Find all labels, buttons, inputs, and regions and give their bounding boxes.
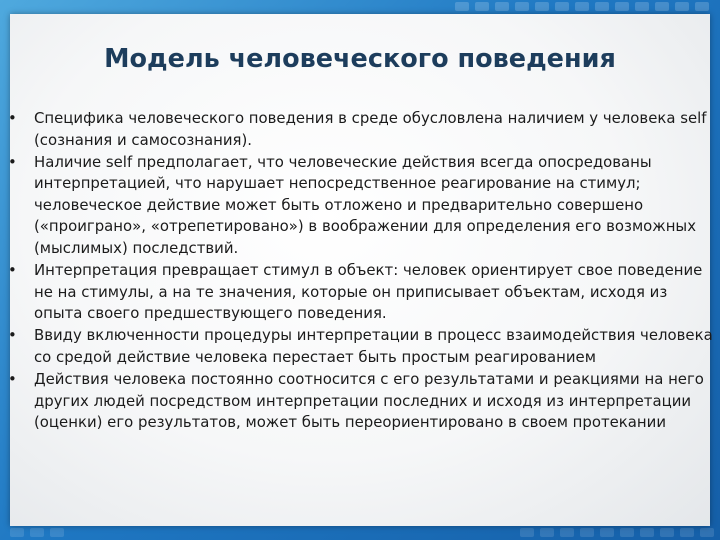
bullet-text: Ввиду включенности процедуры интерпретации в процесс взаимодействия человека со средой действие человека перестает быть простым реагированием bbox=[34, 326, 713, 367]
bullet-text: Наличие self предполагает, что человеческие действия всегда опосредованы интерпретацией, что нарушает непосредственное реагирование на стимул; человеческое действие может быть отложено и предварительно совершено («проиграно», «отрепетировано») в воображении для определения его возможных (мыслимых) последствий. bbox=[34, 152, 697, 258]
bullet-text: Действия человека постоянно соотносится с его результатами и реакциями на него других людей посредством интерпретации последних и исходя из интерпретации (оценки) его результатов, может быть переориентировано в своем протекании bbox=[34, 370, 704, 432]
slide-title: Модель человеческого поведения bbox=[104, 44, 616, 74]
bullet-item bbox=[8, 325, 718, 368]
bullet-item bbox=[8, 152, 718, 260]
bullet-list bbox=[8, 108, 718, 434]
bullet-text: Интерпретация превращает стимул в объект: человек ориентирует свое поведение не на стимулы, а на те значения, которые он приписывает объектам, исходя из опыта своего предшествующего поведения. bbox=[34, 261, 703, 323]
bullet-item bbox=[8, 260, 718, 325]
bullet-item bbox=[8, 108, 718, 151]
bullet-text: Специфика человеческого поведения в среде обусловлена наличием у человека self (сознания и самосознания). bbox=[34, 109, 707, 149]
bullet-dot-icon: • bbox=[8, 370, 17, 389]
bullet-dot-icon: • bbox=[8, 152, 17, 171]
bullet-dot-icon: • bbox=[8, 109, 17, 127]
bullet-dot-icon: • bbox=[8, 261, 17, 280]
bullet-item bbox=[8, 369, 718, 434]
bullet-dot-icon: • bbox=[8, 326, 17, 345]
